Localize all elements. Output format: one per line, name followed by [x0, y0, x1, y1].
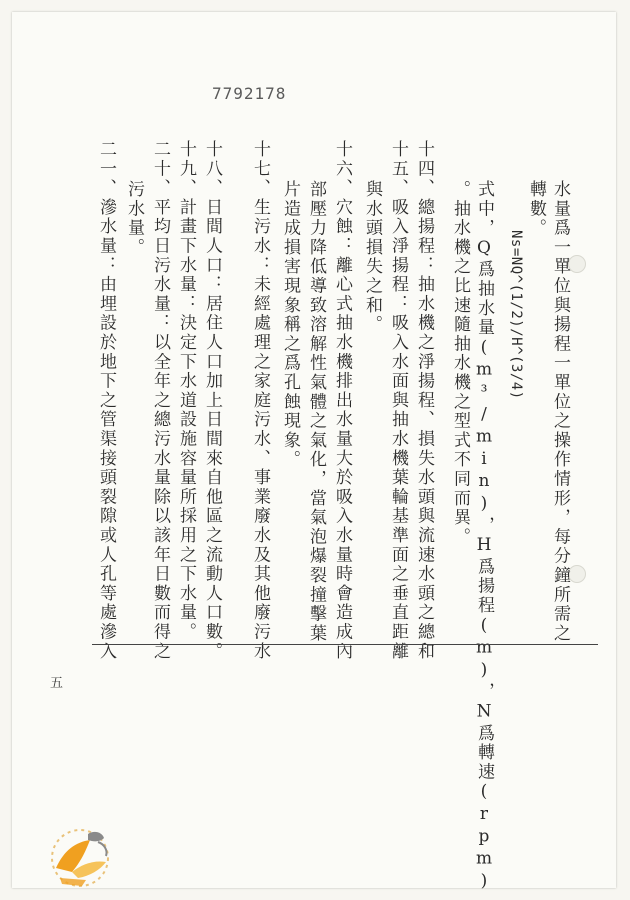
page-number: 五	[50, 676, 64, 691]
text-column-5: 。抽水機之比速隨抽水機之型式不同而異。	[450, 180, 470, 547]
binder-hole-top	[568, 255, 586, 273]
text-column-12: 十七、生污水：未經處理之家庭污水、事業廢水及其他廢污水	[250, 140, 270, 662]
text-column-13: 十八、日間人口：居住人口加上日間來自他區之流動人口數。	[202, 140, 222, 662]
text-column-1: 水量爲一單位與揚程一單位之操作情形，每分鐘所需之	[550, 180, 570, 644]
text-column-8: 與水頭損失之和。	[362, 180, 382, 335]
serial-number: 7792178	[212, 84, 287, 103]
text-column-6: 十四、總揚程：抽水機之淨揚程、損失水頭與流速水頭之總和	[414, 140, 434, 662]
text-column-17: 二一、滲水量：由埋設於地下之管渠接頭裂隙或人孔等處滲入	[96, 140, 116, 662]
footer-rule	[92, 644, 598, 645]
text-column-16: 污水量。	[124, 180, 144, 258]
text-column-4: 式中，Q爲抽水量(m³/min)，H爲揚程(m)，N爲轉速(rpm)	[474, 180, 494, 894]
library-logo-icon	[42, 820, 126, 890]
text-column-14: 十九、計畫下水量：決定下水道設施容量所採用之下水量。	[176, 140, 196, 642]
text-column-9: 十六、穴蝕：離心式抽水機排出水量大於吸入水量時會造成內	[332, 140, 352, 662]
binder-hole-bottom	[568, 565, 586, 583]
text-column-10: 部壓力降低導致溶解性氣體之氣化，當氣泡爆裂撞擊葉	[306, 180, 326, 644]
formula-column: Ns=NQ^(1/2)/H^(3/4)	[508, 230, 524, 400]
text-column-7: 十五、吸入淨揚程：吸入水面與抽水機葉輪基準面之垂直距離	[388, 140, 408, 662]
text-column-15: 二十、平均日污水量：以全年之總污水量除以該年日數而得之	[150, 140, 170, 662]
document-page	[12, 12, 616, 894]
text-column-2: 轉數。	[526, 180, 546, 238]
text-column-11: 片造成損害現象稱之爲孔蝕現象。	[280, 180, 300, 470]
